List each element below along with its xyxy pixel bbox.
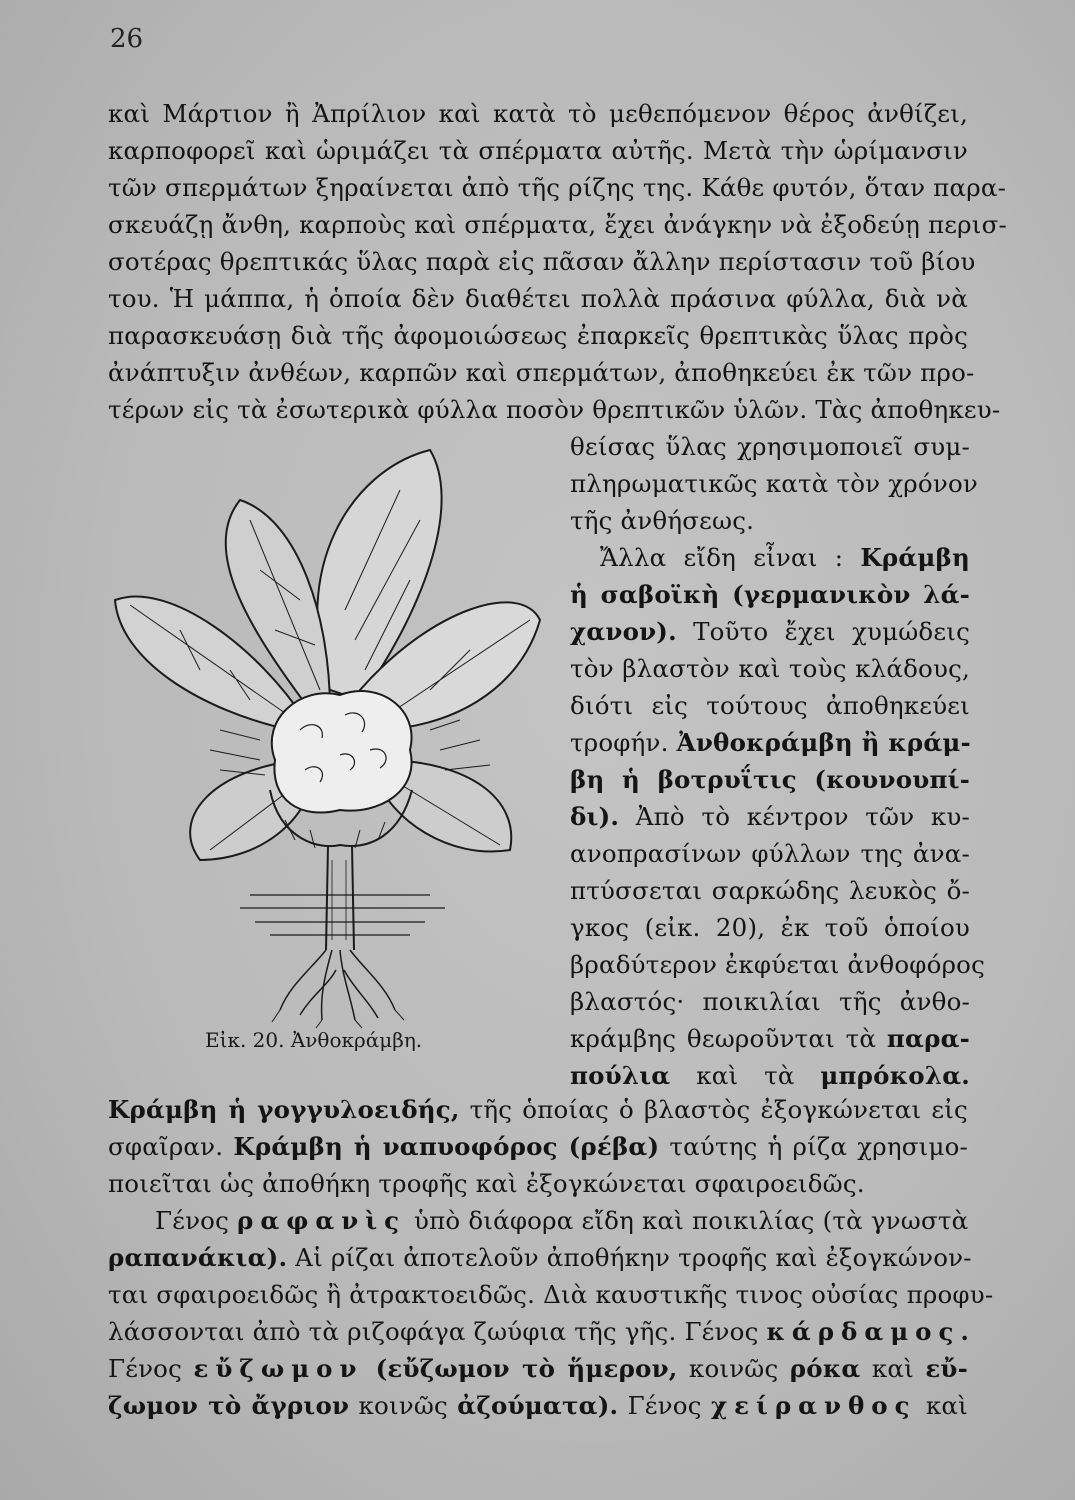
text-line: σφαῖραν. Κράμβη ἡ ναπυοφόρος (ρέβα) ταύτης ἡ ρίζα χρησιμο- [108,1132,969,1161]
text-line: πληρωματικῶς κατὰ τὸν χρόνον [570,469,978,498]
text-line: σκευάζῃ ἄνθη, καρποὺς καὶ σπέρματα, ἔχει ἀνάγκην νὰ ἐξοδεύῃ περισ- [108,210,1007,239]
text-line: καὶ Μάρτιον ἢ Ἀπρίλιον καὶ κατὰ τὸ μεθεπόμενον θέρος ἀνθίζει, [108,99,968,128]
text-line: πτύσσεται σαρκώδης λευκὸς ὄ- [570,876,970,905]
text-line: δι). Ἀπὸ τὸ κέντρον τῶν κυ- [570,802,970,831]
text-line: διότι εἰς τούτους ἀποθηκεύει [570,691,970,720]
text-line: κράμβης θεωροῦνται τὰ παρα- [570,1024,970,1053]
text-line: τέρων εἰς τὰ ἐσωτερικὰ φύλλα ποσὸν θρεπτικῶν ὑλῶν. Τὰς ἀποθηκευ- [108,395,1001,424]
text-line: τὸν βλαστὸν καὶ τοὺς κλάδους, [570,654,970,683]
text-line: ζωμον τὸ ἄγριον κοινῶς ἀζούματα). Γένος χείρανθος καὶ [108,1391,968,1420]
text-line: ται σφαιροειδῶς ἢ ἀτρακτοειδῶς. Διὰ καυστικῆς τινος οὐσίας προφυ- [108,1280,994,1309]
text-line: καρποφορεῖ καὶ ὡριμάζει τὰ σπέρματα αὐτῆς. Μετὰ τὴν ὡρίμανσιν [108,136,968,165]
text-line: Ἄλλα εἴδη εἶναι : Κράμβη [600,543,970,572]
text-line: Γένος εὔζωμον (εὔζωμον τὸ ἥμερον, κοινῶς ρόκα καὶ εὔ- [108,1354,968,1383]
text-line: χανον). Τοῦτο ἔχει χυμώδεις [570,617,970,646]
text-line: θείσας ὕλας χρησιμοποιεῖ συμ- [570,432,970,461]
text-line: τῆς ἀνθήσεως. [570,506,755,535]
figure-caption: Εἰκ. 20. Ἀνθοκράμβη. [205,1028,423,1052]
text-line: βλαστός· ποικιλίαι τῆς ἀνθο- [570,987,970,1016]
text-line: πούλια καὶ τὰ μπρόκολα. [570,1061,970,1090]
text-line: λάσσονται ἀπὸ τὰ ριζοφάγα ζωύφια τῆς γῆς. Γένος κάρδαμος. [108,1317,976,1346]
text-line: τῶν σπερμάτων ξηραίνεται ἀπὸ τῆς ρίζης της. Κάθε φυτόν, ὅταν παρα- [108,173,1007,202]
text-line: ἀνάπτυξιν ἀνθέων, καρπῶν καὶ σπερμάτων, ἀποθηκεύει ἐκ τῶν προ- [108,358,975,387]
text-line: του. Ἡ μάππα, ἡ ὁποία δὲν διαθέτει πολλὰ πράσινα φύλλα, διὰ νὰ [108,284,968,313]
text-line: γκος (εἰκ. 20), ἐκ τοῦ ὁποίου [570,913,970,942]
page-number: 26 [110,24,144,54]
text-line: σοτέρας θρεπτικάς ὕλας παρὰ εἰς πᾶσαν ἄλλην περίστασιν τοῦ βίου [108,247,976,276]
text-line: τροφήν. Ἀνθοκράμβη ἢ κράμ- [570,728,971,757]
text-line: βραδύτερον ἐκφύεται ἀνθοφόρος [570,950,986,979]
text-line: Κράμβη ἡ γογγυλοειδής, τῆς ὁποίας ὁ βλαστὸς ἐξογκώνεται εἰς [108,1095,968,1124]
text-line: παρασκευάσῃ διὰ τῆς ἀφομοιώσεως ἐπαρκεῖς θρεπτικὰς ὕλας πρὸς [108,321,968,350]
text-line: ποιεῖται ὡς ἀποθήκη τροφῆς καὶ ἐξογκώνεται σφαιροειδῶς. [108,1169,865,1198]
text-line: Γένος ραφανὶς ὑπὸ διάφορα εἴδη καὶ ποικιλίας (τὰ γνωστὰ [155,1206,969,1235]
text-line: ραπανάκια). Αἱ ρίζαι ἀποτελοῦν ἀποθήκην τροφῆς καὶ ἐξογκώνον- [108,1243,972,1272]
cauliflower-illustration [100,430,560,1030]
text-line: βη ἡ βοτρυΐτις (κουνουπί- [570,765,970,794]
text-line: ανοπρασίνων φύλλων της ἀνα- [570,839,970,868]
text-line: ἡ σαβοϊκὴ (γερμανικὸν λά- [570,580,970,609]
